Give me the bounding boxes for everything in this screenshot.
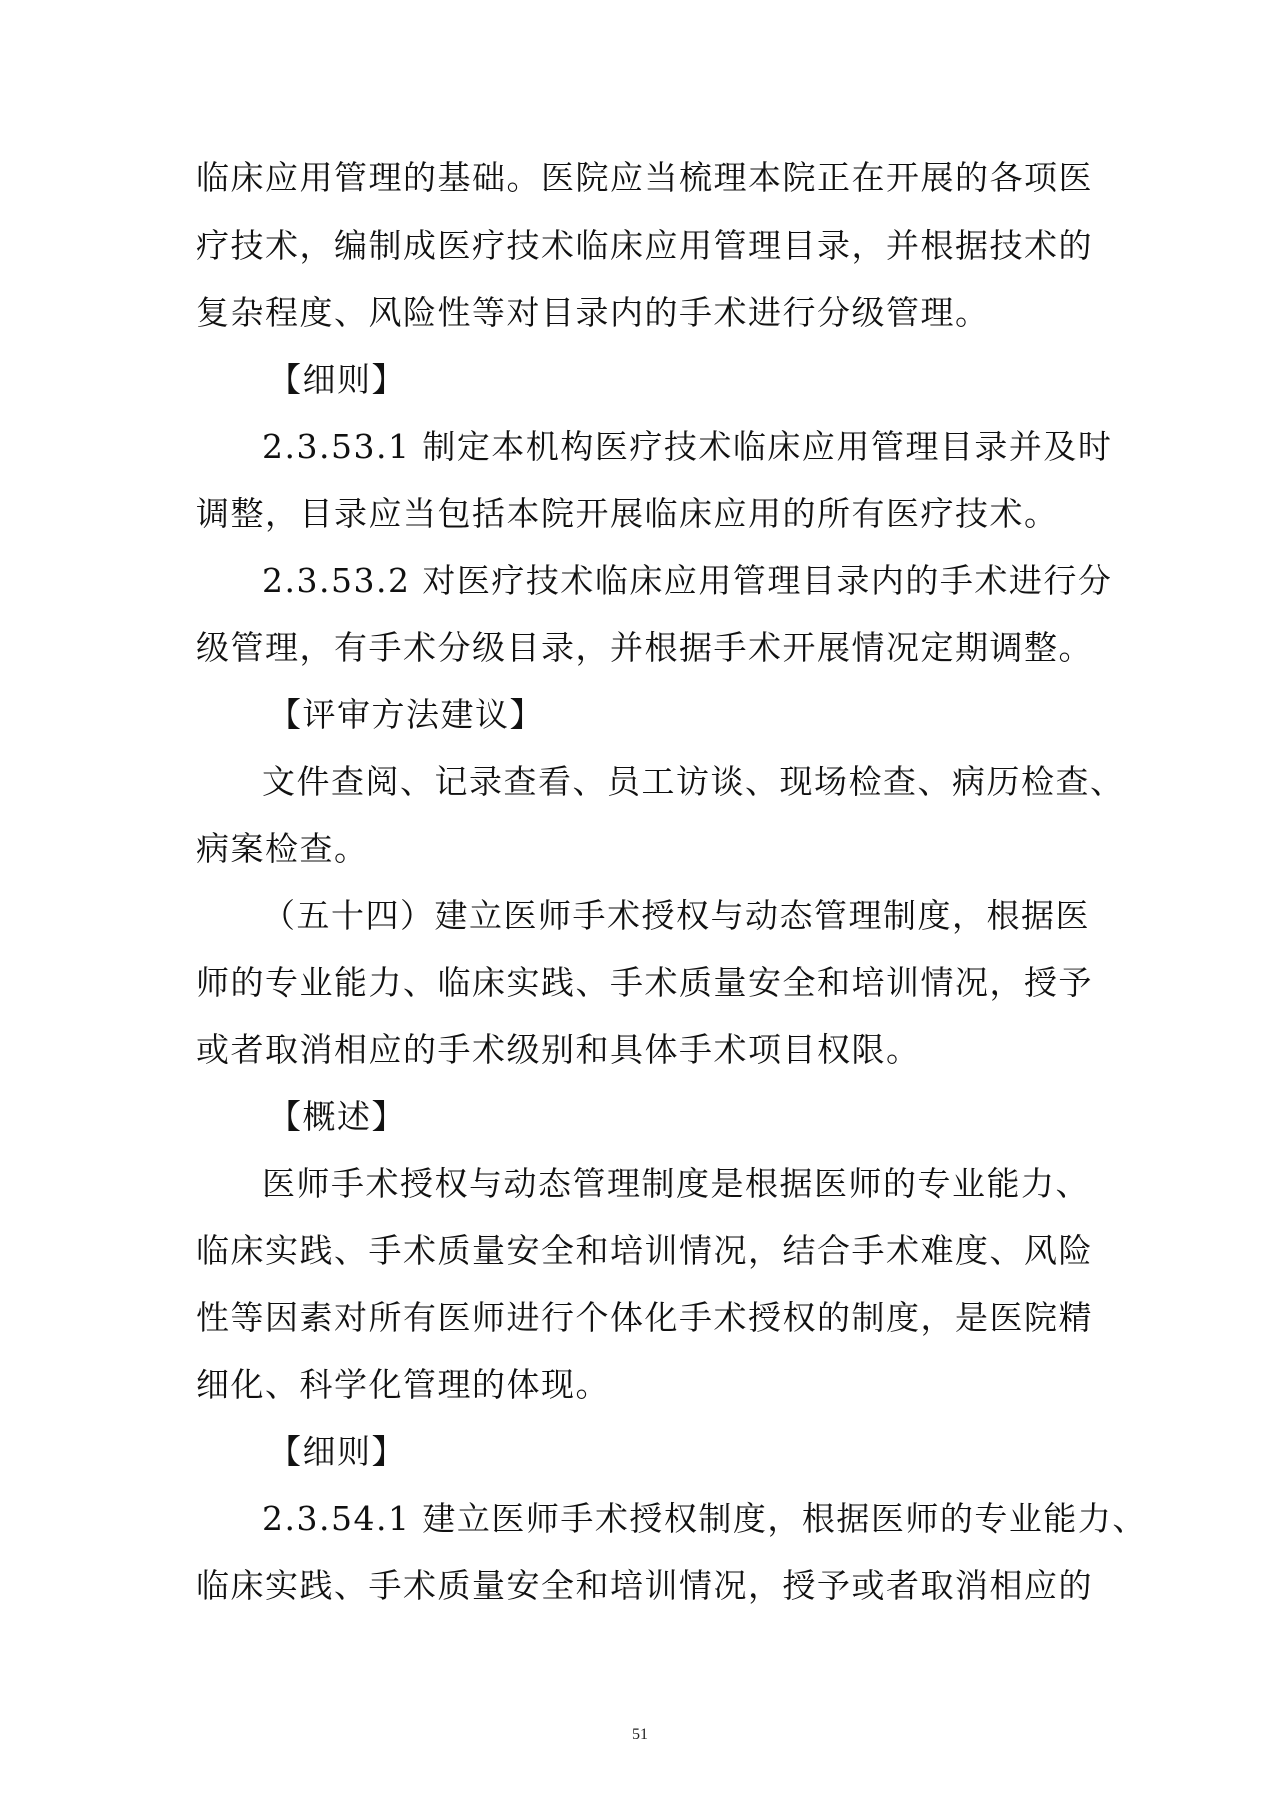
- body-text-line: 师的专业能力、临床实践、手术质量安全和培训情况，授予: [196, 963, 1093, 1002]
- section-heading-overview: 【概述】: [268, 1097, 406, 1136]
- rule-item-2-3-54-1: 2.3.54.1 建立医师手术授权制度，根据医师的专业能力、: [262, 1499, 1147, 1538]
- body-text-line: 临床应用管理的基础。医院应当梳理本院正在开展的各项医: [196, 158, 1093, 197]
- body-text-line: 病案检查。: [196, 829, 369, 868]
- body-text-line: 或者取消相应的手术级别和具体手术项目权限。: [196, 1030, 921, 1069]
- section-heading-review-methods: 【评审方法建议】: [268, 695, 544, 734]
- body-text-line: 级管理，有手术分级目录，并根据手术开展情况定期调整。: [196, 628, 1093, 667]
- rule-item-2-3-53-2: 2.3.53.2 对医疗技术临床应用管理目录内的手术进行分: [262, 561, 1113, 600]
- body-text-line: 临床实践、手术质量安全和培训情况，结合手术难度、风险: [196, 1231, 1093, 1270]
- body-text-line: 疗技术，编制成医疗技术临床应用管理目录，并根据技术的: [196, 226, 1093, 265]
- body-text-line: 临床实践、手术质量安全和培训情况，授予或者取消相应的: [196, 1566, 1093, 1605]
- section-heading-rules: 【细则】: [268, 360, 406, 399]
- body-text-line: 性等因素对所有医师进行个体化手术授权的制度，是医院精: [196, 1298, 1093, 1337]
- body-text-line: 复杂程度、风险性等对目录内的手术进行分级管理。: [196, 293, 990, 332]
- rule-item-2-3-53-1: 2.3.53.1 制定本机构医疗技术临床应用管理目录并及时: [262, 427, 1113, 466]
- page-number: 51: [632, 1726, 648, 1743]
- body-text-line: 文件查阅、记录查看、员工访谈、现场检查、病历检查、: [262, 762, 1125, 801]
- body-text-line: 医师手术授权与动态管理制度是根据医师的专业能力、: [262, 1164, 1090, 1203]
- section-heading-rules: 【细则】: [268, 1432, 406, 1471]
- body-text-line: 细化、科学化管理的体现。: [196, 1365, 610, 1404]
- article-54-line: （五十四）建立医师手术授权与动态管理制度，根据医: [262, 896, 1090, 935]
- body-text-line: 调整，目录应当包括本院开展临床应用的所有医疗技术。: [196, 494, 1059, 533]
